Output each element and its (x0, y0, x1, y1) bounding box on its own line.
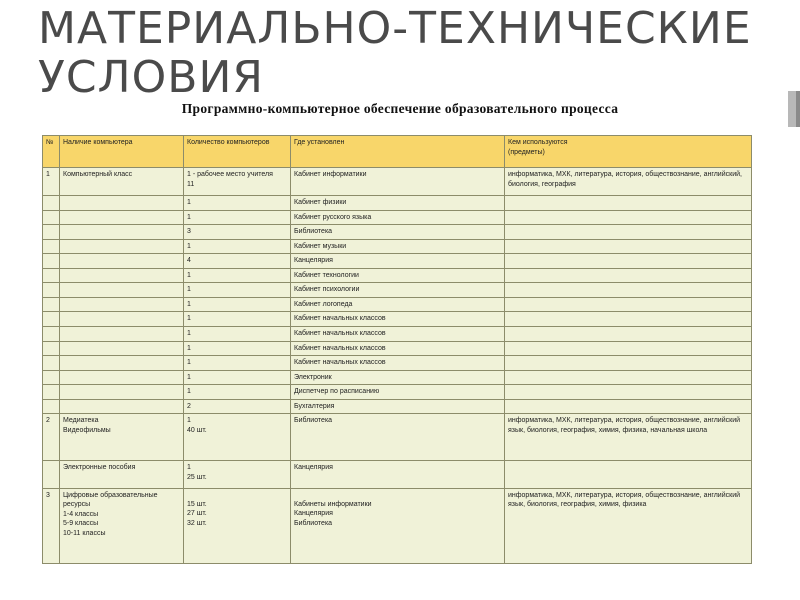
cell-availability (60, 196, 184, 211)
title-line-1: МАТЕРИАЛЬНО-ТЕХНИЧЕСКИЕ (38, 3, 752, 54)
cell-count-line-1: 15 шт. (187, 500, 207, 508)
cell-availability (60, 488, 184, 563)
table-row (43, 239, 752, 254)
cell-users (505, 488, 752, 563)
cell-availability-line-1: Цифровые образовательные (63, 491, 158, 499)
cell-availability (60, 356, 184, 371)
cell-availability (60, 327, 184, 342)
software-table (42, 135, 752, 564)
cell-location-line-1: Кабинеты информатики (294, 500, 372, 508)
page-title (38, 4, 752, 102)
cell-availability: Электронные пособия (60, 461, 184, 488)
table-row (43, 225, 752, 240)
cell-location-line-2: Канцелярия (294, 510, 333, 518)
cell-location: Кабинет информатики (291, 168, 505, 196)
cell-users (505, 239, 752, 254)
cell-availability-line-4: 5-9 классы (63, 520, 99, 528)
cell-location: Кабинет начальных классов (291, 312, 505, 327)
cell-count: 1 (184, 268, 291, 283)
table-row (43, 488, 752, 563)
cell-availability (60, 414, 184, 461)
cell-availability (60, 225, 184, 240)
cell-users (505, 370, 752, 385)
cell-location: Библиотека (291, 414, 505, 461)
cell-availability (60, 239, 184, 254)
cell-availability (60, 370, 184, 385)
cell-users (505, 461, 752, 488)
table-row (43, 341, 752, 356)
table-row (43, 168, 752, 196)
header-users (505, 136, 752, 168)
cell-users (505, 385, 752, 400)
cell-count: 1 (184, 312, 291, 327)
cell-users (505, 210, 752, 225)
table-row (43, 268, 752, 283)
header-users-line-2: (предметы) (508, 148, 545, 156)
cell-location: Кабинет технологии (291, 268, 505, 283)
cell-count: 1 (184, 210, 291, 225)
cell-count-line-2: 27 шт. (187, 510, 207, 518)
table-row (43, 196, 752, 211)
cell-users (505, 327, 752, 342)
cell-location: Диспетчер по расписанию (291, 385, 505, 400)
cell-availability-line-2: Видеофильмы (63, 426, 111, 434)
table-row (43, 385, 752, 400)
cell-num (43, 196, 60, 211)
cell-count (184, 488, 291, 563)
table-row (43, 399, 752, 414)
cell-num (43, 312, 60, 327)
cell-num (43, 385, 60, 400)
table-caption: Программно-компьютерное обеспечение образовательного процесса (181, 101, 619, 116)
cell-count: 1 (184, 385, 291, 400)
cell-num (43, 210, 60, 225)
cell-location: Кабинет начальных классов (291, 341, 505, 356)
table-row (43, 327, 752, 342)
cell-count: 1 (184, 239, 291, 254)
cell-users (505, 341, 752, 356)
cell-count: 1 (184, 283, 291, 298)
cell-num (43, 225, 60, 240)
header-row (43, 136, 752, 168)
cell-users (505, 414, 752, 461)
cell-availability (60, 210, 184, 225)
cell-users (505, 268, 752, 283)
table-row (43, 283, 752, 298)
cell-count: 3 (184, 225, 291, 240)
cell-location: Кабинет физики (291, 196, 505, 211)
cell-count: 1 (184, 327, 291, 342)
table-row (43, 414, 752, 461)
cell-users (505, 168, 752, 196)
cell-num: 1 (43, 168, 60, 196)
cell-location: Канцелярия (291, 461, 505, 488)
cell-location: Кабинет начальных классов (291, 356, 505, 371)
table-row (43, 370, 752, 385)
cell-count (184, 461, 291, 488)
cell-count-line-2: 11 (187, 180, 195, 188)
cell-num (43, 268, 60, 283)
cell-location: Кабинет начальных классов (291, 327, 505, 342)
cell-availability (60, 283, 184, 298)
cell-users-text: информатика, МХК, литература, история, обществознание, английский язык, биология, география, химия, физика (508, 491, 741, 509)
cell-availability-line-1: Медиатека (63, 417, 99, 425)
cell-users (505, 254, 752, 269)
table-row (43, 297, 752, 312)
cell-count-line-1: 1 - рабочее место учителя (187, 171, 273, 178)
cell-users (505, 297, 752, 312)
table-row (43, 254, 752, 269)
cell-count-line-1: 1 (187, 464, 191, 472)
cell-availability: Компьютерный класс (60, 168, 184, 196)
cell-count: 2 (184, 399, 291, 414)
cell-count: 1 (184, 297, 291, 312)
cell-location-line-3: Библиотека (294, 519, 333, 527)
table-row (43, 461, 752, 488)
cell-count: 4 (184, 254, 291, 269)
cell-availability (60, 385, 184, 400)
cell-num (43, 254, 60, 269)
header-users-line-1: Кем используются (508, 139, 568, 146)
cell-count-line-1: 1 (187, 417, 191, 425)
cell-availability (60, 254, 184, 269)
cell-users-text: информатика, МХК, литература, история, обществознание, английский, биология, география (508, 171, 742, 188)
cell-availability-line-2: ресурсы (63, 501, 91, 509)
cell-num: 2 (43, 414, 60, 461)
cell-users (505, 399, 752, 414)
cell-availability (60, 312, 184, 327)
cell-count (184, 168, 291, 196)
cell-num (43, 370, 60, 385)
cell-num: 3 (43, 488, 60, 563)
cell-availability (60, 268, 184, 283)
cell-count: 1 (184, 370, 291, 385)
cell-location: Электроник (291, 370, 505, 385)
cell-location: Кабинет русского языка (291, 210, 505, 225)
header-location: Где установлен (291, 136, 505, 168)
spacer (294, 491, 501, 500)
cell-num (43, 399, 60, 414)
cell-num (43, 327, 60, 342)
cell-location: Кабинет психологии (291, 283, 505, 298)
header-count: Количество компьютеров (184, 136, 291, 168)
cell-count: 1 (184, 356, 291, 371)
cell-users-text: информатика, МХК, литература, история, обществознание, английский язык, биология, география, химия, физика, начальная школа (508, 417, 741, 434)
cell-availability (60, 341, 184, 356)
header-num: № (43, 136, 60, 168)
cell-users (505, 312, 752, 327)
cell-count-line-2: 40 шт. (187, 426, 207, 434)
cell-location: Бухгалтерия (291, 399, 505, 414)
cell-availability-line-3: 1-4 классы (63, 510, 99, 518)
table-row (43, 210, 752, 225)
cell-location: Кабинет музыки (291, 239, 505, 254)
cell-count: 1 (184, 196, 291, 211)
cell-availability (60, 297, 184, 312)
cell-num (43, 283, 60, 298)
spacer (187, 491, 287, 500)
cell-count: 1 (184, 341, 291, 356)
cell-location: Канцелярия (291, 254, 505, 269)
header-availability: Наличие компьютера (60, 136, 184, 168)
cell-availability (60, 399, 184, 414)
table-row (43, 312, 752, 327)
cell-users (505, 196, 752, 211)
table-row (43, 356, 752, 371)
cell-users (505, 356, 752, 371)
cell-num (43, 239, 60, 254)
cell-num (43, 356, 60, 371)
cell-location (291, 488, 505, 563)
cell-num (43, 461, 60, 488)
cell-count (184, 414, 291, 461)
cell-num (43, 341, 60, 356)
cell-users (505, 225, 752, 240)
cell-users (505, 283, 752, 298)
cell-count-line-3: 32 шт. (187, 519, 207, 527)
cell-location: Библиотека (291, 225, 505, 240)
cell-num (43, 297, 60, 312)
cell-count-line-2: 25 шт. (187, 473, 207, 481)
title-line-2: УСЛОВИЯ (38, 52, 264, 103)
cell-location: Кабинет логопеда (291, 297, 505, 312)
cell-availability-line-5: 10-11 классы (63, 529, 106, 537)
